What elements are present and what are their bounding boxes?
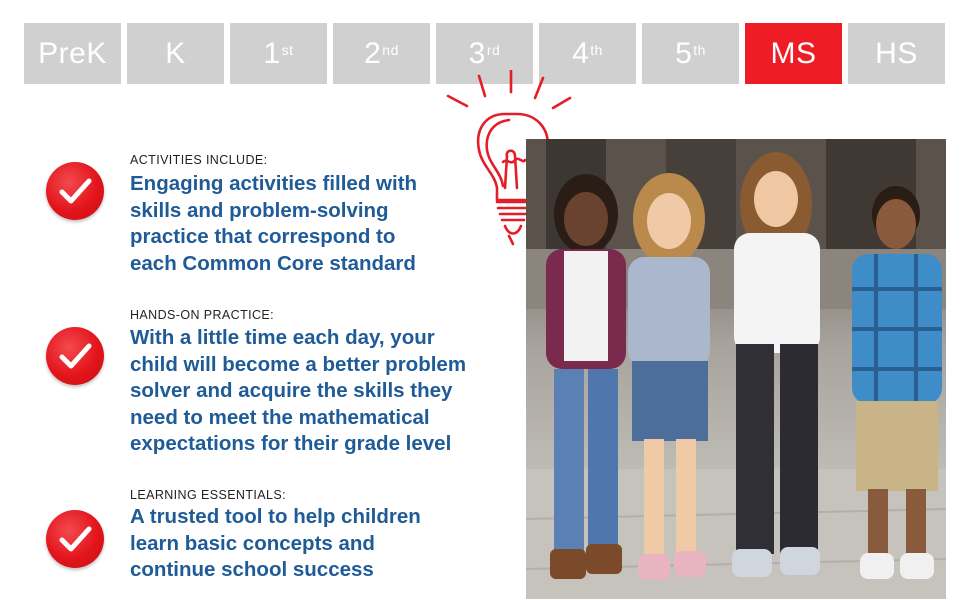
feature-heading: ACTIVITIES INCLUDE: xyxy=(130,153,268,167)
feature-line: child will become a better problem xyxy=(130,352,467,376)
tab-suffix: rd xyxy=(486,41,501,58)
tab-label: 2 xyxy=(364,36,382,70)
tab-label: HS xyxy=(875,36,918,70)
tab-label: K xyxy=(165,36,186,70)
tab-suffix: nd xyxy=(382,41,399,58)
tab-label: 1 xyxy=(263,36,281,70)
tab-label: PreK xyxy=(38,36,107,70)
feature-heading: HANDS-ON PRACTICE: xyxy=(130,308,275,322)
tab-1st[interactable] xyxy=(230,23,327,84)
tab-label: 5 xyxy=(675,36,693,70)
tab-2nd[interactable] xyxy=(333,23,430,84)
tab-suffix: th xyxy=(693,41,706,58)
feature-line: continue school success xyxy=(130,558,374,581)
tab-5th[interactable] xyxy=(642,23,739,84)
feature-line: solver and acquire the skills they xyxy=(130,379,453,402)
feature-line: learn basic concepts and xyxy=(130,531,375,555)
tab-label: 4 xyxy=(572,36,590,70)
feature-description xyxy=(130,504,510,584)
tab-label: 3 xyxy=(468,36,486,70)
feature-line: each Common Core standard xyxy=(130,251,416,275)
students-photo xyxy=(526,139,946,599)
feature-line: A trusted tool to help children xyxy=(130,505,421,528)
checkmark-icon xyxy=(46,510,104,568)
tab-suffix: th xyxy=(590,41,603,58)
students-illustration xyxy=(526,139,946,599)
feature-line: practice that correspond to xyxy=(130,225,396,248)
feature-heading: LEARNING ESSENTIALS: xyxy=(130,488,286,502)
tab-hs[interactable] xyxy=(848,23,945,84)
checkmark-icon xyxy=(46,162,104,220)
tab-suffix: st xyxy=(281,41,294,58)
feature-description xyxy=(130,171,510,277)
checkmark-icon xyxy=(46,327,104,385)
feature-line: skills and problem-solving xyxy=(130,198,389,222)
tab-ms[interactable] xyxy=(745,23,842,84)
feature-line: need to meet the mathematical xyxy=(130,405,430,429)
feature-line: Engaging activities filled with xyxy=(130,172,418,195)
feature-description xyxy=(130,325,510,458)
tab-label: MS xyxy=(770,36,817,70)
tab-k[interactable] xyxy=(127,23,224,84)
feature-line: With a little time each day, your xyxy=(130,326,435,349)
tab-prek[interactable] xyxy=(24,23,121,84)
feature-line: expectations for their grade level xyxy=(130,432,452,455)
